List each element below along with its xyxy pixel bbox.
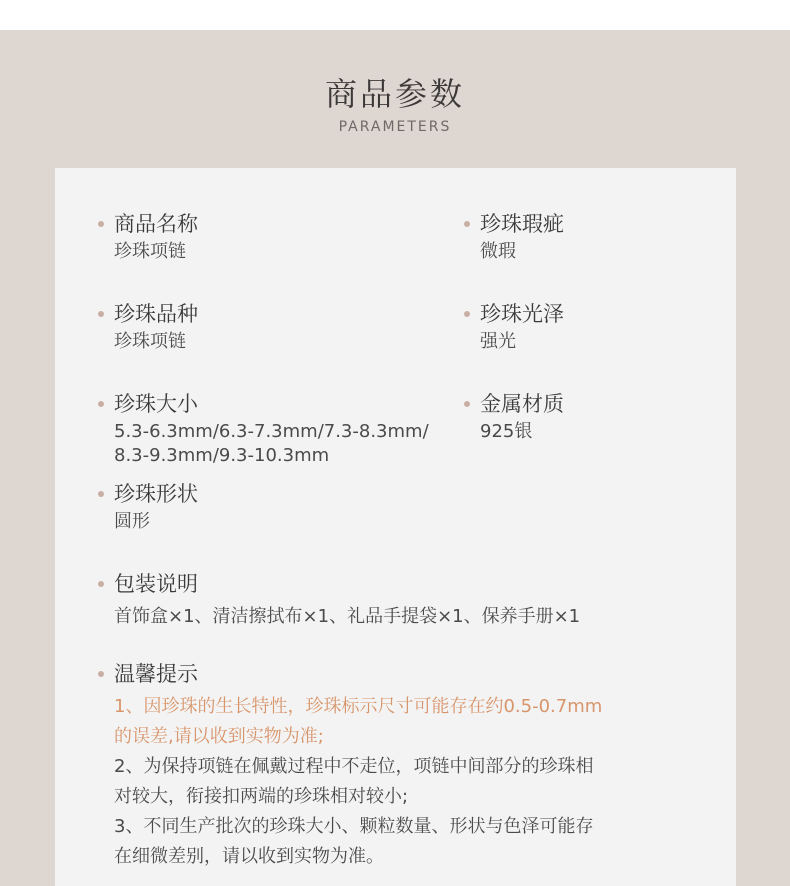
notice-line-5: 3、不同生产批次的珍珠大小、颗粒数量、形状与色泽可能存 [114,816,594,837]
param-value: 圆形 [114,511,150,532]
param-packaging [55,570,580,632]
param-value: 珍珠项链 [114,331,186,352]
param-pearl-shape [55,480,198,534]
section-title: 商品参数 [324,75,465,113]
param-label: 珍珠大小 [114,392,198,416]
param-value: 925银 [480,421,533,442]
param-label: 珍珠形状 [114,482,198,506]
param-label: 包装说明 [114,572,198,596]
section-subtitle: PARAMETERS [338,119,452,135]
notice-line-4: 对较大，衔接扣两端的珍珠相对较小; [114,786,409,807]
param-value: 强光 [480,331,516,352]
top-strip [0,0,790,30]
param-pearl-luster [421,300,564,354]
param-value: 首饰盒×1、清洁擦拭布×1、礼品手提袋×1、保养手册×1 [114,606,581,627]
param-label: 温馨提示 [114,662,198,686]
param-value: 微瑕 [480,241,516,262]
param-value: 珍珠项链 [114,241,186,262]
param-product-name [55,210,198,264]
param-label: 金属材质 [480,392,564,416]
param-value-line1: 5.3-6.3mm/6.3-7.3mm/7.3-8.3mm/ [114,421,429,442]
notice-line-6: 在细微差别，请以收到实物为准。 [114,846,384,867]
notice-line-3: 2、为保持项链在佩戴过程中不走位，项链中间部分的珍珠相 [114,756,594,777]
param-pearl-variety [55,300,198,354]
param-label: 珍珠光泽 [480,302,564,326]
param-label: 商品名称 [114,212,198,236]
notice-line-1: 1、因珍珠的生长特性，珍珠标示尺寸可能存在约0.5-0.7mm [114,696,603,717]
param-notice [55,660,602,872]
notice-line-2: 的误差,请以收到实物为准; [114,726,324,747]
param-pearl-flaws [421,210,564,264]
param-value-line2: 8.3-9.3mm/9.3-10.3mm [114,445,330,466]
param-metal-material [421,390,564,444]
param-label: 珍珠瑕疵 [480,212,564,236]
param-pearl-size [55,390,429,468]
param-label: 珍珠品种 [114,302,198,326]
